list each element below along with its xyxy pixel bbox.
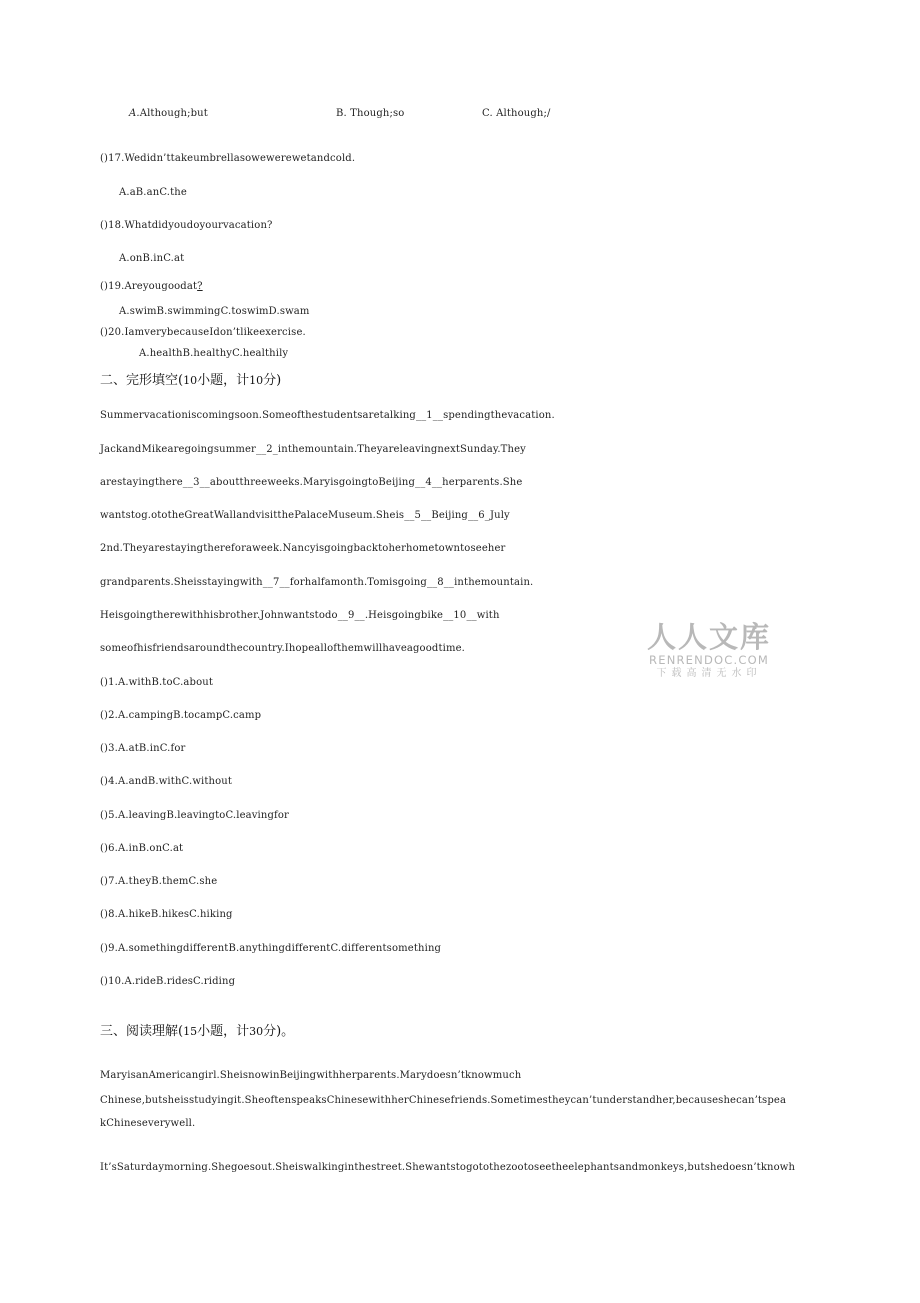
cloze-option: ()4.A.andB.withC.without [100, 776, 233, 787]
cloze-option: ()7.A.theyB.themC.she [100, 876, 218, 887]
watermark-title: 人人文库 [646, 620, 771, 654]
cloze-line: 2nd.Theyarestayingthereforaweek.Nancyisgoingbacktoherhometowntoseeher [100, 543, 506, 554]
reading-line: kChineseverywell. [100, 1118, 196, 1129]
section-2-count: 10 [183, 374, 198, 387]
section-3-title-pre: 三、阅读理解( [100, 1024, 184, 1039]
cloze-line: arestayingthere__3__aboutthreeweeks.MaryisgoingtoBeijing__4__herparents.She [100, 477, 523, 488]
reading-line: It’sSaturdaymorning.Shegoesout.Sheiswalkinginthestreet.Shewantstogotothezootoseetheelephantsandmonkeys,butshedoesn’tknowh [100, 1162, 796, 1173]
section-2-heading [100, 373, 281, 389]
cloze-option: ()3.A.atB.inC.for [100, 743, 186, 754]
cloze-option: ()2.A.campingB.tocampC.camp [100, 710, 262, 721]
section-3-points: 30 [249, 1025, 264, 1038]
section-3-count: 15 [183, 1025, 198, 1038]
cloze-line: JackandMikearegoingsummer__2_inthemountain.TheyareleavingnextSunday.They [100, 444, 526, 455]
renrendoc-watermark [645, 620, 773, 680]
cloze-line: Heisgoingtherewithhisbrother.Johnwantstodo__9__.Heisgoingbike__10__with [100, 610, 500, 621]
cloze-option: ()10.A.rideB.ridesC.riding [100, 976, 236, 987]
question-19-options: A.swimB.swimmingC.toswimD.swam [119, 306, 310, 317]
reading-line: MaryisanAmericangirl.SheisnowinBeijingwithherparents.Marydoesn’tknowmuch [100, 1070, 522, 1081]
watermark-subtitle: 下载高清无水印 [656, 668, 762, 679]
cloze-line: someofhisfriendsaroundthecountry.Ihopeallofthemwillhaveagoodtime. [100, 643, 465, 654]
cloze-line: Summervacationiscomingsoon.Someofthestudentsaretalking__1__spendingthevacation. [100, 410, 555, 421]
section-3-heading [100, 1024, 294, 1040]
question-19 [100, 281, 203, 293]
question-19-mark: ? [197, 281, 203, 292]
section-2-title-mid: 小题，计 [197, 373, 250, 388]
q16-option-a-letter: A. [129, 108, 140, 119]
section-2-title-post: 分) [263, 373, 282, 388]
q16-option-a-text: Although;but [139, 108, 208, 119]
q16-option-b: B. Though;so [336, 108, 405, 119]
question-19-text: ()19.Areyougoodat [100, 281, 198, 292]
cloze-line: grandparents.Sheisstayingwith__7__forhalfamonth.Tomisgoing__8__inthemountain. [100, 577, 534, 588]
section-2-title-pre: 二、完形填空( [100, 373, 184, 388]
question-20: ()20.IamverybecauseIdon’tlikeexercise. [100, 327, 306, 338]
cloze-option: ()1.A.withB.toC.about [100, 677, 213, 688]
section-3-title-post: 分)。 [263, 1024, 295, 1039]
question-18-options: A.onB.inC.at [119, 253, 185, 264]
section-2-points: 10 [249, 374, 264, 387]
cloze-line: wantstog.ototheGreatWallandvisitthePalaceMuseum.Sheis__5__Beijing__6_July [100, 510, 510, 521]
question-17: ()17.Wedidn’ttakeumbrellasowewerewetandcold. [100, 153, 356, 164]
q16-option-a [129, 108, 208, 120]
question-20-options: A.healthB.healthyC.healthily [139, 348, 289, 359]
cloze-option: ()6.A.inB.onC.at [100, 843, 184, 854]
cloze-option: ()8.A.hikeB.hikesC.hiking [100, 909, 233, 920]
reading-line: Chinese,butsheisstudyingit.SheoftenspeaksChinesewithherChinesefriends.Sometimestheycan’tunderstandher,becauseshecan’tspea [100, 1095, 787, 1106]
section-3-title-mid: 小题，计 [197, 1024, 250, 1039]
q16-option-c: C. Although;/ [482, 108, 551, 119]
question-17-options: A.aB.anC.the [119, 187, 187, 198]
cloze-option: ()9.A.somethingdifferentB.anythingdifferentC.differentsomething [100, 943, 442, 954]
cloze-option: ()5.A.leavingB.leavingtoC.leavingfor [100, 810, 289, 821]
watermark-url: RENRENDOC.COM [649, 653, 769, 667]
question-18: ()18.Whatdidyoudoyourvacation? [100, 220, 273, 231]
